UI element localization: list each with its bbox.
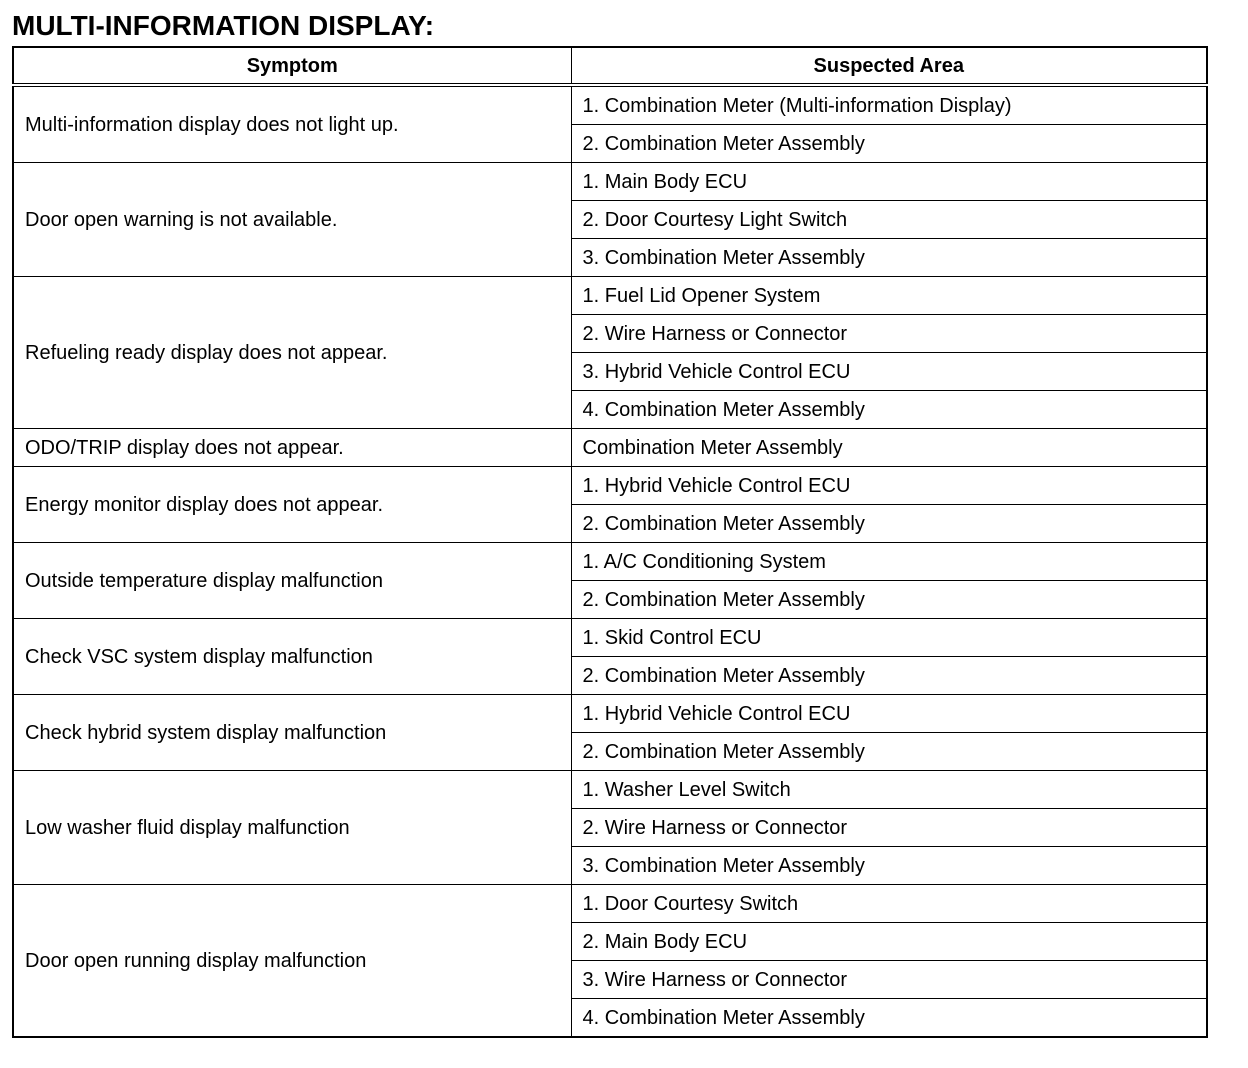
suspected-area-cell: 1. Fuel Lid Opener System (571, 277, 1207, 315)
page-title: MULTI-INFORMATION DISPLAY: (12, 10, 435, 41)
suspected-area-cell: 2. Door Courtesy Light Switch (571, 201, 1207, 239)
table-row (13, 163, 1207, 201)
header-suspected-area: Suspected Area (571, 47, 1207, 85)
suspected-area-cell: 1. Washer Level Switch (571, 771, 1207, 809)
symptom-cell: Refueling ready display does not appear. (13, 277, 571, 429)
table-row (13, 771, 1207, 809)
header-symptom: Symptom (13, 47, 571, 85)
suspected-area-cell: 2. Combination Meter Assembly (571, 581, 1207, 619)
symptom-cell: Outside temperature display malfunction (13, 543, 571, 619)
symptom-cell: Low washer fluid display malfunction (13, 771, 571, 885)
table-row (13, 429, 1207, 467)
suspected-area-cell: 1. Door Courtesy Switch (571, 885, 1207, 923)
suspected-area-cell: 3. Combination Meter Assembly (571, 239, 1207, 277)
suspected-area-cell: 1. Skid Control ECU (571, 619, 1207, 657)
suspected-area-cell: 2. Wire Harness or Connector (571, 315, 1207, 353)
suspected-area-cell: 2. Combination Meter Assembly (571, 505, 1207, 543)
suspected-area-cell: 1. Main Body ECU (571, 163, 1207, 201)
suspected-area-cell: 2. Combination Meter Assembly (571, 125, 1207, 163)
table-row (13, 85, 1207, 125)
suspected-area-cell: 1. Hybrid Vehicle Control ECU (571, 695, 1207, 733)
table-header-row (13, 47, 1207, 85)
table-row (13, 543, 1207, 581)
symptom-cell: Energy monitor display does not appear. (13, 467, 571, 543)
symptom-table (12, 46, 1208, 1038)
table-body (13, 85, 1207, 1037)
suspected-area-cell: 2. Combination Meter Assembly (571, 733, 1207, 771)
symptom-cell: Multi-information display does not light up. (13, 85, 571, 163)
table-row (13, 695, 1207, 733)
suspected-area-cell: 1. Combination Meter (Multi-information Display) (571, 85, 1207, 125)
suspected-area-cell: 1. A/C Conditioning System (571, 543, 1207, 581)
symptom-cell: Door open running display malfunction (13, 885, 571, 1038)
suspected-area-cell: 2. Main Body ECU (571, 923, 1207, 961)
table-row (13, 467, 1207, 505)
suspected-area-cell: 4. Combination Meter Assembly (571, 391, 1207, 429)
suspected-area-cell: 4. Combination Meter Assembly (571, 999, 1207, 1038)
table-row (13, 885, 1207, 923)
suspected-area-cell: 3. Hybrid Vehicle Control ECU (571, 353, 1207, 391)
symptom-cell: Check hybrid system display malfunction (13, 695, 571, 771)
table-row (13, 277, 1207, 315)
suspected-area-cell: Combination Meter Assembly (571, 429, 1207, 467)
symptom-cell: Door open warning is not available. (13, 163, 571, 277)
suspected-area-cell: 1. Hybrid Vehicle Control ECU (571, 467, 1207, 505)
suspected-area-cell: 2. Combination Meter Assembly (571, 657, 1207, 695)
symptom-cell: ODO/TRIP display does not appear. (13, 429, 571, 467)
table-row (13, 619, 1207, 657)
suspected-area-cell: 3. Combination Meter Assembly (571, 847, 1207, 885)
suspected-area-cell: 2. Wire Harness or Connector (571, 809, 1207, 847)
symptom-cell: Check VSC system display malfunction (13, 619, 571, 695)
suspected-area-cell: 3. Wire Harness or Connector (571, 961, 1207, 999)
